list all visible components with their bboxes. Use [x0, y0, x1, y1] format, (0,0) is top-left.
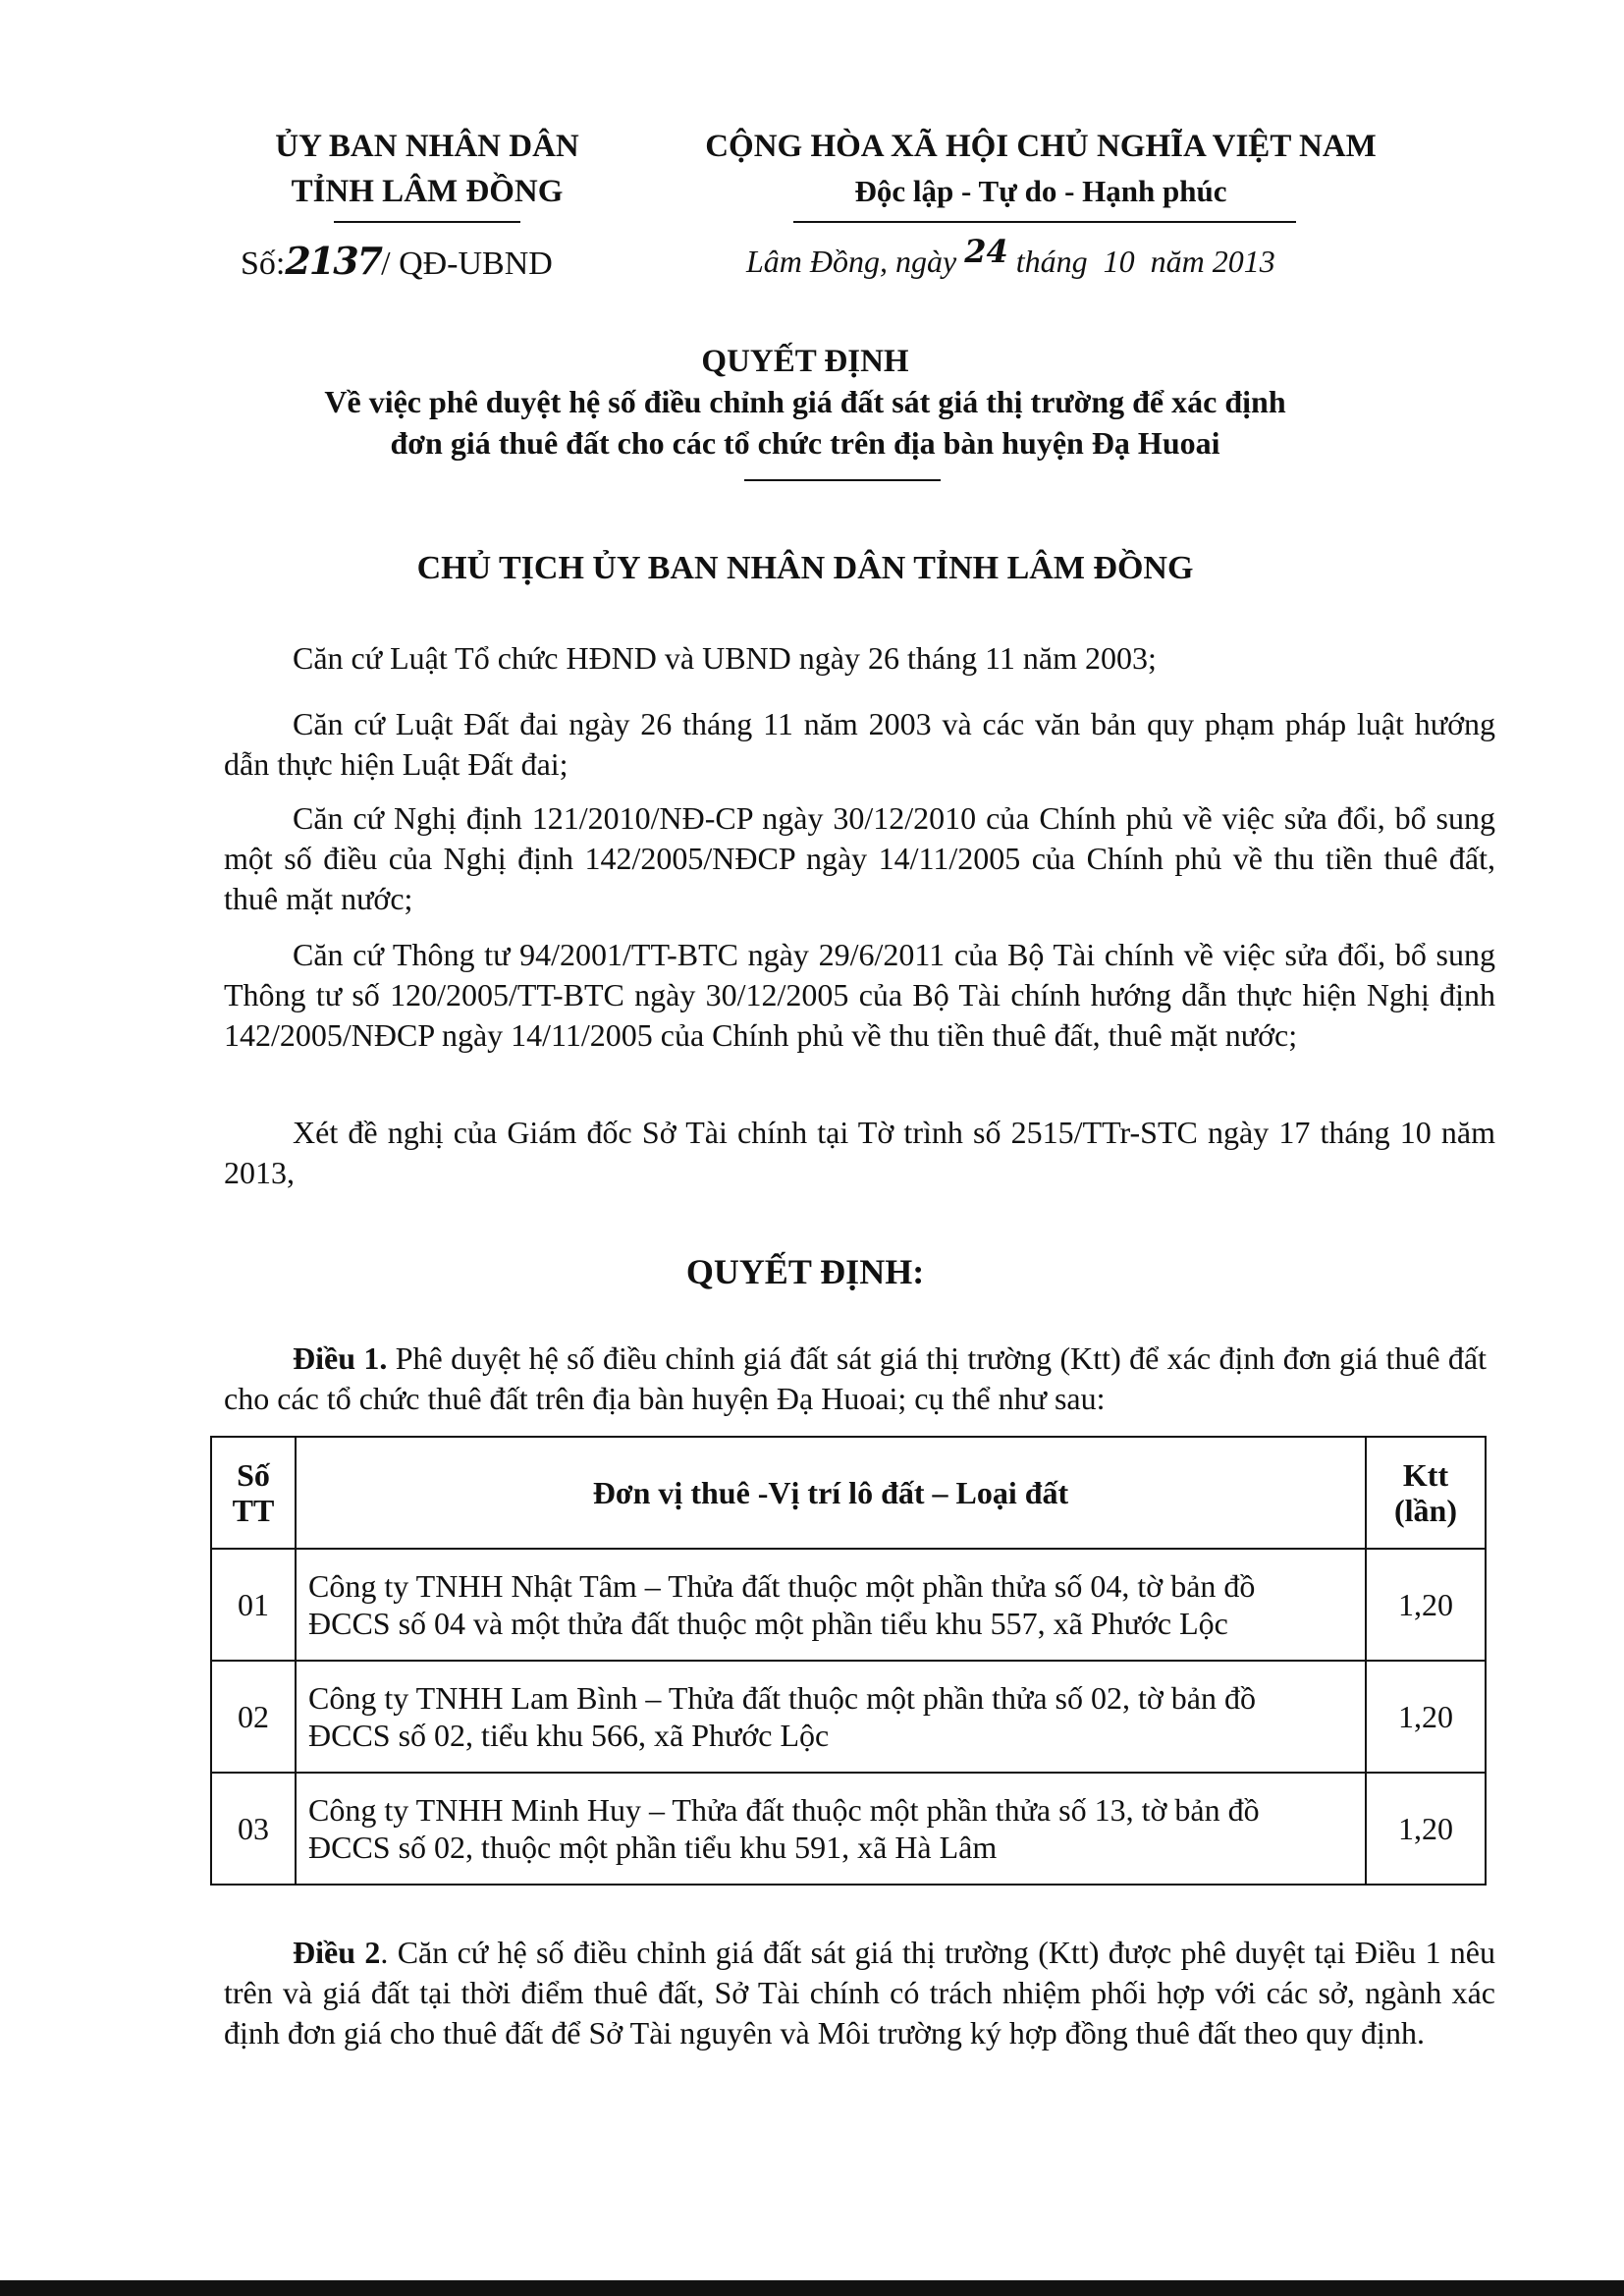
document-date [746, 233, 1275, 283]
agency-line1: ỦY BAN NHÂN DÂN [275, 129, 579, 164]
header-description: Đơn vị thuê -Vị trí lô đất – Loại đất [296, 1437, 1366, 1549]
article-2-label: Điều 2 [293, 1935, 381, 1970]
table-header-row [211, 1437, 1486, 1549]
so-prefix: Số: [241, 246, 286, 282]
country-line: CỘNG HÒA XÃ HỘI CHỦ NGHĨA VIỆT NAM [705, 129, 1377, 164]
article-1-label: Điều 1. [293, 1340, 388, 1376]
row-ktt: 1,20 [1366, 1773, 1486, 1885]
row-description [296, 1773, 1366, 1885]
agency-block [196, 124, 658, 214]
table-row [211, 1661, 1486, 1773]
article-2-text: . Căn cứ hệ số điều chỉnh giá đất sát giá thị trường (Ktt) được phê duyệt tại Điều 1 nêu trên và giá đất tại thời điểm thuê đất, Sở Tài chính có trách nhiệm phối hợp với các sở, ngành xác định đơn giá cho thuê đất để Sở Tài nguyên và Môi trường ký hợp đồng thuê đất theo quy định. [224, 1935, 1496, 2050]
ktt-table [210, 1436, 1487, 1886]
header-ktt-line2: (lần) [1394, 1493, 1457, 1528]
header-stt [211, 1437, 296, 1549]
row-description-line2: ĐCCS số 04 và một thửa đất thuộc một phần tiểu khu 557, xã Phước Lộc [308, 1606, 1228, 1641]
preamble-para-3: Căn cứ Nghị định 121/2010/NĐ-CP ngày 30/12/2010 của Chính phủ về việc sửa đổi, bổ sung một số điều của Nghị định 142/2005/NĐCP ngày 14/11/2005 của Chính phủ về thu tiền thuê đất, thuê mặt nước; [224, 800, 1495, 916]
row-description-line2: ĐCCS số 02, tiểu khu 566, xã Phước Lộc [308, 1718, 830, 1753]
agency-underline [334, 221, 520, 223]
motto-underline [793, 221, 1296, 223]
document-number [241, 240, 553, 286]
table-row [211, 1549, 1486, 1661]
row-ktt: 1,20 [1366, 1549, 1486, 1661]
scan-bottom-edge [0, 2280, 1624, 2296]
header-ktt [1366, 1437, 1486, 1549]
header-ktt-line1: Ktt [1402, 1457, 1449, 1493]
row-description-line2: ĐCCS số 02, thuộc một phần tiểu khu 591, xã Hà Lâm [308, 1830, 998, 1865]
preamble-para-1: Căn cứ Luật Tổ chức HĐND và UBND ngày 26 tháng 11 năm 2003; [293, 640, 1157, 676]
title-sub-line2: đơn giá thuê đất cho các tổ chức trên địa bàn huyện Đạ Huoai [390, 425, 1220, 461]
date-suffix: tháng 10 năm 2013 [1015, 244, 1275, 279]
row-stt: 03 [211, 1773, 296, 1885]
title-subject [118, 381, 1492, 464]
so-suffix: / QĐ-UBND [381, 246, 553, 282]
article-1 [224, 1339, 1487, 1419]
header-stt-line1: Số [237, 1457, 270, 1493]
national-block [648, 124, 1434, 214]
date-day-handwritten: 24 [964, 233, 1008, 270]
row-description-line1: Công ty TNHH Minh Huy – Thửa đất thuộc một phần thửa số 13, tờ bản đồ [308, 1792, 1260, 1828]
article-2 [224, 1933, 1495, 2053]
preamble-para-4: Căn cứ Thông tư 94/2001/TT-BTC ngày 29/6/2011 của Bộ Tài chính về việc sửa đổi, bổ sung Thông tư số 120/2005/TT-BTC ngày 30/12/2005 của Bộ Tài chính hướng dẫn thực hiện Nghị định 142/2005/NĐCP ngày 14/11/2005 của Chính phủ về thu tiền thuê đất, thuê mặt nước; [224, 937, 1495, 1053]
row-description-line1: Công ty TNHH Nhật Tâm – Thửa đất thuộc một phần thửa số 04, tờ bản đồ [308, 1568, 1256, 1604]
row-stt: 01 [211, 1549, 296, 1661]
table-row [211, 1773, 1486, 1885]
header-stt-line2: TT [232, 1493, 275, 1528]
motto-line: Độc lập - Tự do - Hạnh phúc [854, 174, 1227, 208]
row-description [296, 1549, 1366, 1661]
preamble-para-2: Căn cứ Luật Đất đai ngày 26 tháng 11 năm 2003 và các văn bản quy phạm pháp luật hướng dẫn thực hiện Luật Đất đai; [224, 706, 1495, 782]
title-underline [744, 479, 941, 481]
so-number-handwritten: 2137 [285, 239, 382, 283]
date-prefix: Lâm Đồng, ngày [746, 244, 957, 279]
row-description-line1: Công ty TNHH Lam Bình – Thửa đất thuộc một phần thửa số 02, tờ bản đồ [308, 1680, 1256, 1716]
row-stt: 02 [211, 1661, 296, 1773]
decision-heading: QUYẾT ĐỊNH: [685, 1252, 925, 1291]
authority-heading: CHỦ TỊCH ỦY BAN NHÂN DÂN TỈNH LÂM ĐỒNG [416, 550, 1194, 586]
agency-line2: TỈNH LÂM ĐỒNG [291, 174, 564, 209]
preamble-para-5: Xét đề nghị của Giám đốc Sở Tài chính tại Tờ trình số 2515/TTr-STC ngày 17 tháng 10 năm 2013, [224, 1115, 1495, 1190]
title-sub-line1: Về việc phê duyệt hệ số điều chỉnh giá đất sát giá thị trường để xác định [324, 384, 1286, 419]
row-ktt: 1,20 [1366, 1661, 1486, 1773]
row-description [296, 1661, 1366, 1773]
article-1-text: Phê duyệt hệ số điều chỉnh giá đất sát giá thị trường (Ktt) để xác định đơn giá thuê đất cho các tổ chức thuê đất trên địa bàn huyện Đạ Huoai; cụ thể như sau: [224, 1340, 1488, 1416]
title-main: QUYẾT ĐỊNH [701, 344, 909, 379]
